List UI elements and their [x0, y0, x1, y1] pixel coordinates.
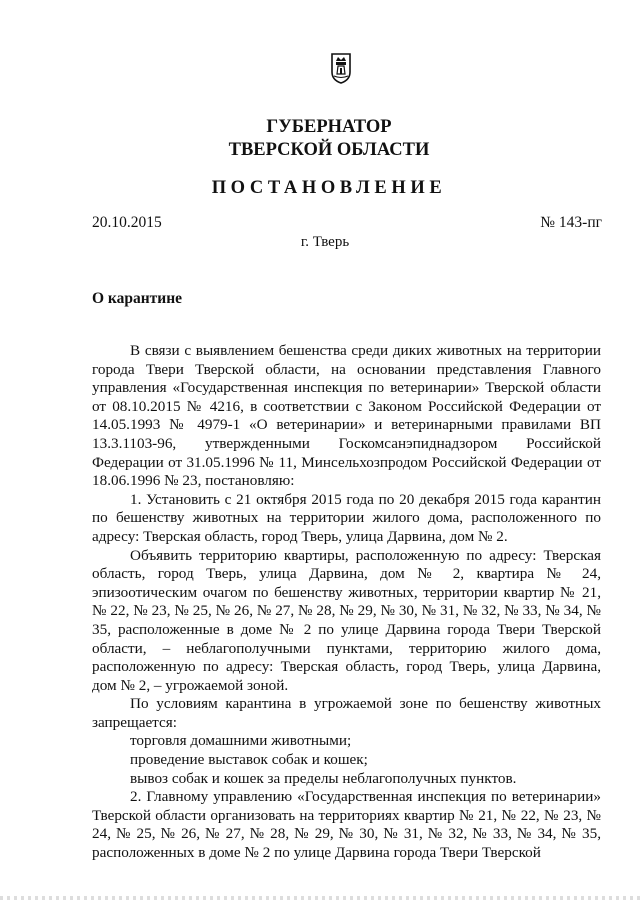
prohibition-item: вывоз собак и кошек за пределы неблагополучных пунктов.	[130, 769, 517, 787]
document-date: 20.10.2015	[92, 214, 162, 231]
body-paragraph: В связи с выявлением бешенства среди диких животных на территории города Твери Тверской области, на основании представления Главного управления «Государственная инспекция по ветеринарии» Тверской области от 08.10.2015 № 4216, в соответствии с Законом Российской Федерации от 14.05.1993 № 4979-1 «О ветеринарии» и ветеринарными правилами ВП 13.3.1103-96, утвержденными Госкомсанэпиднадзором Российской Федерации от 31.05.1996 № 11, Минсельхозпродом Российской Федерации от 18.06.1996 № 23, постановляю:	[92, 342, 601, 490]
document-city: г. Тверь	[300, 234, 350, 250]
coat-of-arms-icon	[330, 52, 352, 84]
document-subject: О карантине	[92, 290, 183, 307]
body-paragraph: Объявить территорию квартиры, расположенную по адресу: Тверская область, город Тверь, улица Дарвина, дом № 2, квартира № 24, эпизоотическим очагом по бешенству животных, территории квартир № 21, № 22, № 23, № 25, № 26, № 27, № 28, № 29, № 30, № 31, № 32, № 33, № 34, № 35, расположенные в доме № 2 по улице Дарвина города Твери Тверской области, – неблагополучными пунктами, территорию жилого дома, расположенную по адресу: Тверская область, город Тверь, улица Дарвина, дом № 2, – угрожаемой зоной.	[92, 546, 601, 694]
body-paragraph: 2. Главному управлению «Государственная инспекция по ветеринарии» Тверской области организовать на территориях квартир № 21, № 22, № 23, № 24, № 25, № 26, № 27, № 28, № 29, № 30, № 31, № 32, № 33, № 34, № 35, расположенных в доме № 2 по улице Дарвина города Твери Тверской	[92, 788, 601, 862]
scan-artifact-line	[0, 896, 640, 900]
issuer-title-line1: ГУБЕРНАТОР	[266, 117, 392, 137]
document-number: № 143-пг	[540, 214, 602, 231]
prohibition-item: торговля домашними животными;	[130, 732, 352, 750]
document-type-heading: ПОСТАНОВЛЕНИЕ	[211, 178, 447, 198]
body-paragraph: 1. Установить с 21 октября 2015 года по 20 декабря 2015 года карантин по бешенству животных на территории жилого дома, расположенного по адресу: Тверская область, город Тверь, улица Дарвина, дом № 2.	[92, 490, 601, 545]
prohibition-item: проведение выставок собак и кошек;	[130, 751, 368, 769]
document-body	[92, 342, 601, 863]
issuer-title-line2: ТВЕРСКОЙ ОБЛАСТИ	[228, 140, 430, 160]
body-paragraph: По условиям карантина в угрожаемой зоне по бешенству животных запрещается:	[92, 695, 601, 731]
